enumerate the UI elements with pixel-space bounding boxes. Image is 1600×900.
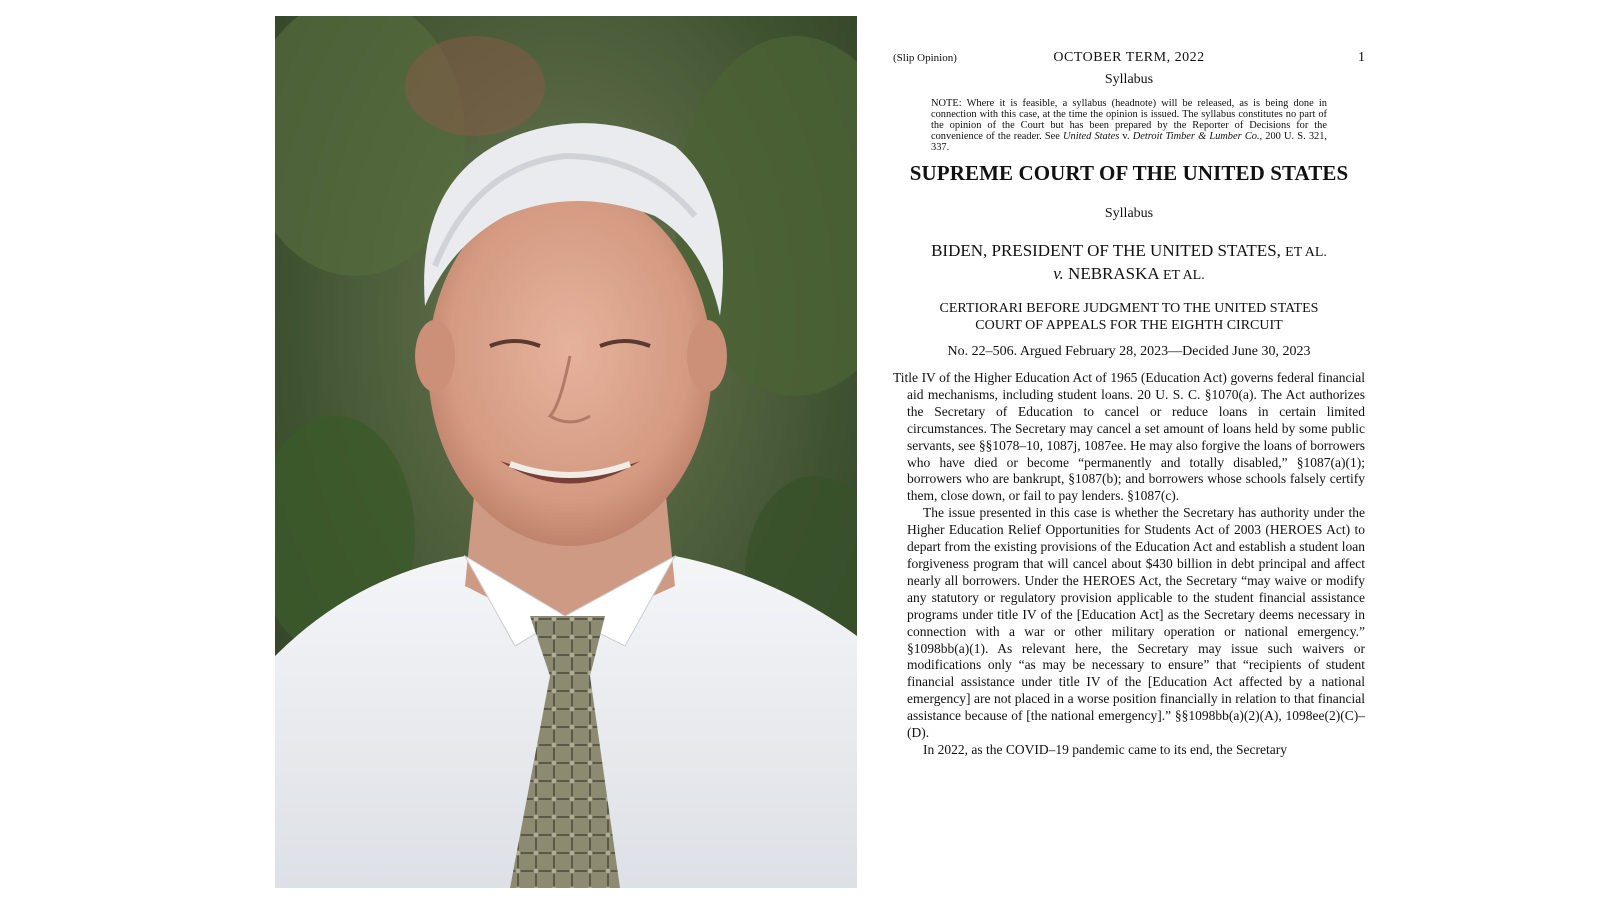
paragraph-2: The issue presented in this case is whether the Secretary has authority under the Higher Education Relief Opportunities for Students Act of 2003 (HEROES Act) to depart from the existing provisions of the Education Act and establish a student loan forgiveness program that will cancel about $430 billion in debt principal and affect nearly all borrowers. Under the HEROES Act, the Secretary “may waive or modify any statutory or regulatory provision applicable to the student financial assistance programs under title IV of the [Education Act] as the Secretary deems necessary in connection with a war or other military operation or national emergency.” §1098bb(a)(1). As relevant here, the Secretary may issue such waivers or modifications only “as may be necessary to ensure” that “recipients of student financial assistance under title IV of the [Education Act affected by a national emergency] are not placed in a worse position financially in relation to that financial assistance because of [the national emergency].” §§1098bb(a)(2)(A), 1098ee(2)(C)–(D). (907, 505, 1365, 741)
cert-line-2: COURT OF APPEALS FOR THE EIGHTH CIRCUIT (975, 318, 1283, 333)
cert-line-1: CERTIORARI BEFORE JUDGMENT TO THE UNITED STATES (939, 301, 1319, 316)
note-citation: 200 U. S. 321, 337. (931, 131, 1327, 153)
paragraph-3: In 2022, as the COVID–19 pandemic came to its end, the Secretary (923, 741, 1288, 757)
page-number: 1 (1358, 50, 1365, 65)
term-title: OCTOBER TERM, 2022 (1053, 50, 1205, 65)
caption-line-2 (893, 263, 1365, 286)
caption-etal-1: ET AL. (1285, 245, 1327, 260)
caption-petitioner: BIDEN, PRESIDENT OF THE UNITED STATES, (931, 241, 1281, 260)
syllabus-heading-top: Syllabus (1104, 72, 1154, 87)
note-case-a: United States (1063, 131, 1120, 142)
syllabus-body (893, 370, 1365, 759)
headnote-note (931, 98, 1327, 153)
portrait-image (275, 16, 857, 888)
syllabus-heading: Syllabus (1104, 206, 1154, 221)
note-case-b: Detroit Timber & Lumber Co., (1132, 131, 1263, 142)
note-text: NOTE: Where it is feasible, a syllabus (headnote) will be released, as is being done in connection with this case, at the time the opinion is issued. The syllabus constitutes no part of the opinion of the Court but has been prepared by the Reporter of Decisions for the convenience of the reader. See (931, 98, 1327, 142)
note-v: v. (1119, 131, 1133, 142)
slip-opinion-page (893, 40, 1365, 860)
case-caption (893, 240, 1365, 286)
docket-line: No. 22–506. Argued February 28, 2023—Decided June 30, 2023 (947, 344, 1311, 359)
slip-opinion-label: (Slip Opinion) (893, 52, 957, 64)
certiorari-heading (893, 300, 1365, 334)
page-header (893, 40, 1365, 65)
caption-versus: v. (1053, 264, 1064, 283)
paragraph-1: Title IV of the Higher Education Act of 1965 (Education Act) governs federal financial aid mechanisms, including student loans. 20 U. S. C. §1070(a). The Act authorizes the Secretary of Education to cancel or reduce loans in certain limited circumstances. The Secretary may cancel a set amount of loans held by some public servants, see §§1078–10, 1087j, 1087ee. He may also forgive the loans of borrowers who have died or become “permanently and totally disabled,” §1087(a)(1); borrowers who are bankrupt, §1087(b); and borrowers whose schools falsely certify them, close down, or fail to pay lenders. §1087(c). (893, 370, 1365, 504)
caption-respondent: NEBRASKA (1068, 264, 1159, 283)
caption-etal-2: ET AL. (1162, 268, 1205, 283)
court-title: SUPREME COURT OF THE UNITED STATES (909, 161, 1349, 185)
portrait-photo (275, 16, 857, 888)
caption-line-1 (893, 240, 1365, 263)
